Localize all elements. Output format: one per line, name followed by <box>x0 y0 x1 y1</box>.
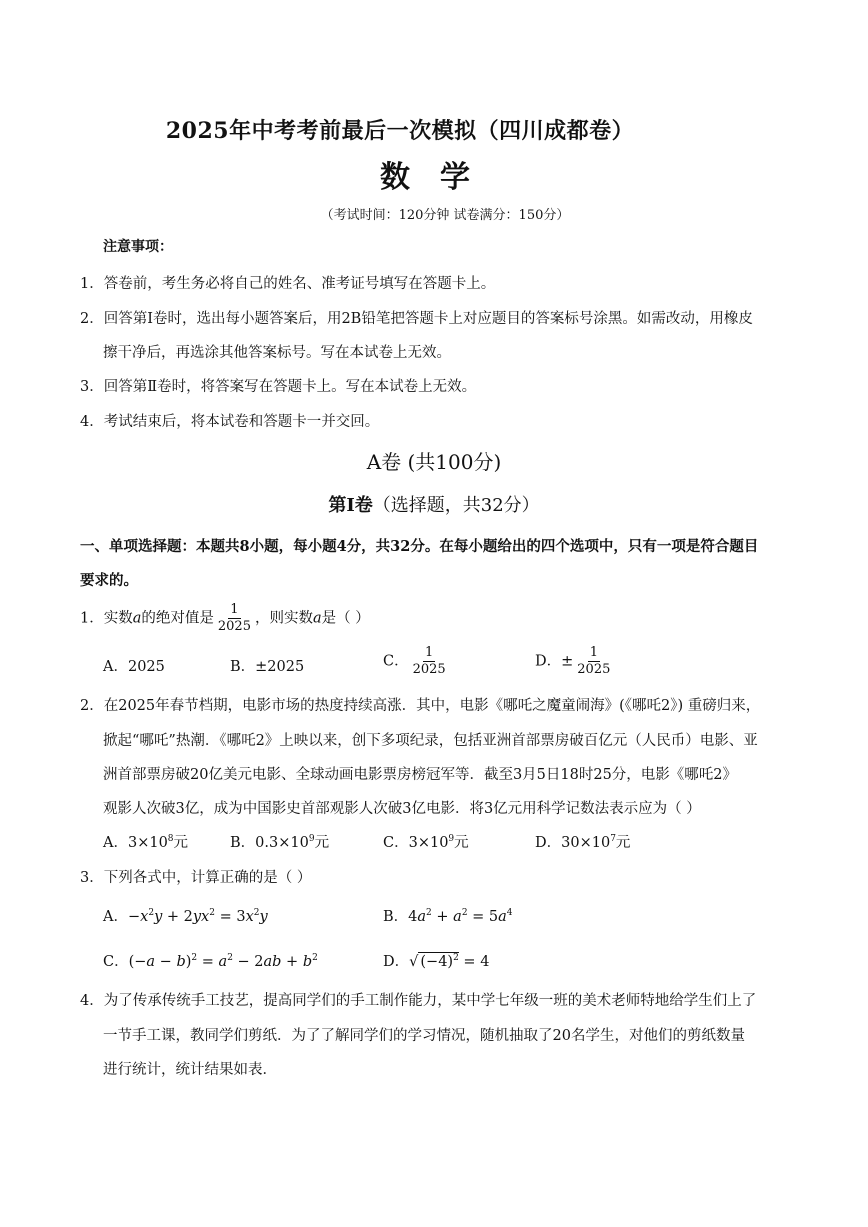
frac-num: 1 <box>230 602 239 617</box>
opt-text: B．0.3×10 <box>230 835 309 851</box>
mc-heading-line2: 要求的。 <box>80 572 138 589</box>
q3-stem: 3．下列各式中，计算正确的是（ ） <box>80 870 312 886</box>
q4-line: 4．为了传承传统手工技艺，提高同学们的手工制作能力，某中学七年级一班的美术老师特地给学生们上了 <box>80 993 757 1009</box>
q3-b-expr: $4a^2 + a^2 = 5a^4$ <box>408 908 513 925</box>
q1-fraction <box>216 602 253 635</box>
frac-num: 1 <box>425 645 434 660</box>
q2-option-b <box>230 831 329 852</box>
exam-info: （考试时间：120分钟 试卷满分：150分） <box>320 208 570 223</box>
q3-option-b <box>383 905 513 926</box>
notes-heading: 注意事项： <box>103 239 173 255</box>
q1-option-c <box>383 645 450 678</box>
q3-option-d <box>383 950 489 971</box>
q1-option-d <box>535 645 614 678</box>
frac-den: 2025 <box>412 662 446 677</box>
opt-exp: 8 <box>167 834 174 845</box>
q1-option-a: A．2025 <box>103 659 165 675</box>
exam-title: 2025年中考考前最后一次模拟（四川成都卷） <box>165 118 635 144</box>
opt-unit: 元 <box>314 835 330 851</box>
note-item: 4．考试结束后，将本试卷和答题卡一并交回。 <box>80 414 380 430</box>
part1-bold: 第Ⅰ卷 <box>328 495 373 516</box>
q1-c-fraction <box>411 645 448 678</box>
opt-exp: 7 <box>610 834 616 845</box>
q1-text: 是（ ） <box>321 610 370 627</box>
frac-num: 1 <box>589 645 598 660</box>
q1-d-fraction <box>575 645 612 678</box>
q3-c-expr: $(-a - b)^2 = a^2 - 2ab + b^2$ <box>128 953 318 970</box>
opt-label: C． <box>383 653 409 670</box>
note-item: 3．回答第Ⅱ卷时，将答案写在答题卡上。写在本试卷上无效。 <box>80 379 477 395</box>
opt-label: B． <box>383 909 409 925</box>
mc-heading-line1: 一、单项选择题：本题共8小题，每小题4分，共32分。在每小题给出的四个选项中，只有一项是符合题目 <box>80 538 759 555</box>
q3-option-c <box>103 950 318 971</box>
subject-title: 数学 <box>380 160 500 195</box>
q1-text: ，则实数 <box>254 610 313 627</box>
note-item: 1．答卷前，考生务必将自己的姓名、准考证号填写在答题卡上。 <box>80 276 496 292</box>
question-1-stem <box>80 602 370 635</box>
frac-den: 2025 <box>217 619 251 634</box>
opt-text: A．3×10 <box>103 835 168 851</box>
q1-var: a <box>132 610 142 627</box>
q1-var: a <box>312 610 322 627</box>
note-item: 2．回答第Ⅰ卷时，选出每小题答案后，用2B铅笔把答题卡上对应题目的答案标号涂黑。如需改动，用橡皮 <box>80 311 753 327</box>
opt-label: D．± <box>535 653 574 670</box>
opt-text: C．3×10 <box>383 835 449 851</box>
q2-line: 2．在2025年春节档期，电影市场的热度持续高涨．其中，电影《哪吒之魔童闹海》(《哪吒2》) 重磅归来， <box>80 698 761 714</box>
opt-exp: 9 <box>308 834 315 845</box>
opt-label: C． <box>103 954 129 970</box>
q2-line: 掀起“哪吒”热潮．《哪吒2》上映以来，创下多项纪录，包括亚洲首部票房破百亿元（人民币）电影、亚 <box>103 733 758 749</box>
opt-exp: 9 <box>448 834 455 845</box>
frac-den: 2025 <box>577 662 611 677</box>
opt-label: A． <box>103 909 128 925</box>
q2-line: 观影人次破3亿，成为中国影史首部观影人次破3亿电影．将3亿元用科学记数法表示应为（ ） <box>103 801 701 817</box>
opt-label: D． <box>383 954 410 970</box>
q4-line: 一节手工课，教同学们剪纸．为了了解同学们的学习情况，随机抽取了20名学生，对他们的剪纸数量 <box>103 1028 745 1044</box>
opt-text: D．30×10 <box>535 835 611 851</box>
q2-option-d <box>535 831 630 852</box>
q3-option-a <box>103 905 268 926</box>
q3-a-expr: $-x^2y + 2yx^2 = 3x^2y$ <box>127 908 268 925</box>
part1-heading <box>0 491 868 517</box>
q1-text: 的绝对值是 <box>141 610 214 627</box>
q2-line: 洲首部票房破20亿美元电影、全球动画电影票房榜冠军等．截至3月5日18时25分，电影《哪吒2》 <box>103 767 738 783</box>
q1-text: 1．实数 <box>80 610 133 627</box>
q3-d-expr: √ $(-4)^2 = 4$ <box>409 953 490 970</box>
q1-option-b: B．±2025 <box>230 659 305 675</box>
note-item: 擦干净后，再选涂其他答案标号。写在本试卷上无效。 <box>103 345 451 361</box>
section-a-heading: A卷 (共100分) <box>366 450 502 474</box>
q2-option-c <box>383 831 469 852</box>
part1-rest: （选择题，共32分） <box>372 495 540 516</box>
opt-unit: 元 <box>173 835 189 851</box>
q4-line: 进行统计，统计结果如表． <box>103 1062 277 1078</box>
opt-unit: 元 <box>454 835 469 851</box>
q2-option-a <box>103 831 188 852</box>
opt-unit: 元 <box>615 835 631 851</box>
